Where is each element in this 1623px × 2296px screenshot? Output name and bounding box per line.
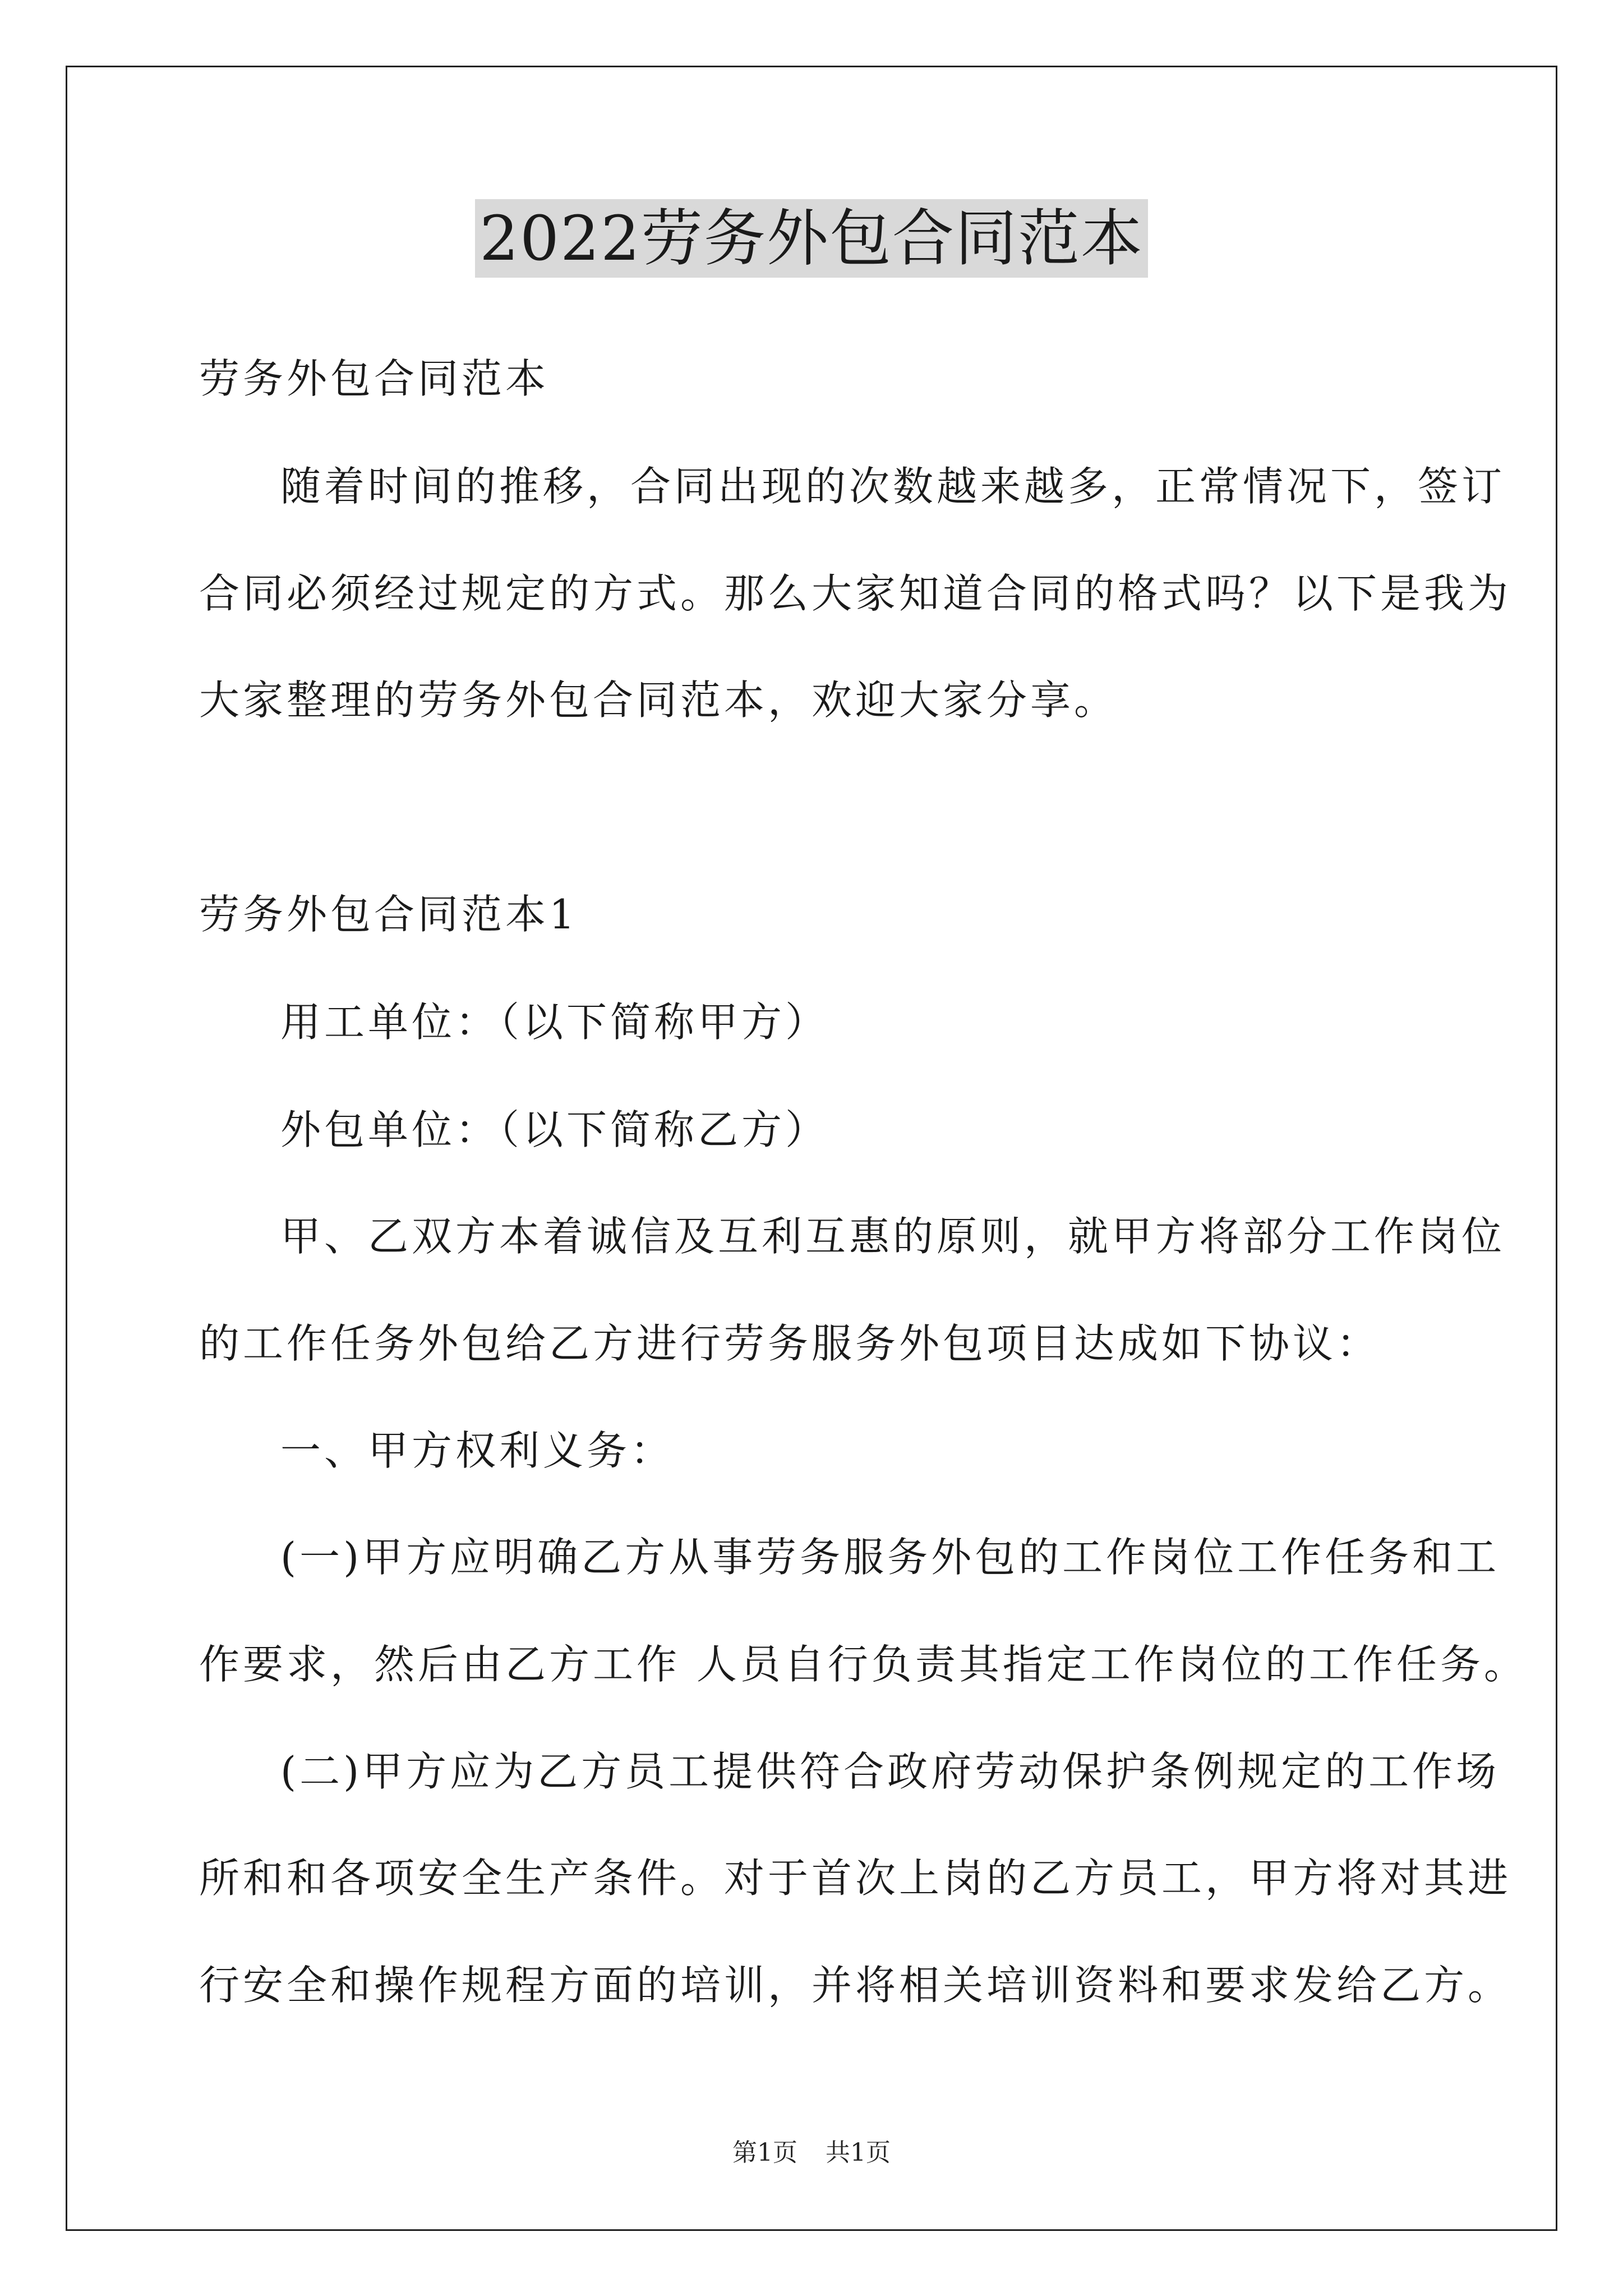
page-number-current: 第1页	[732, 2138, 797, 2167]
party-employer: 用工单位：（以下简称甲方）	[280, 999, 829, 1046]
agreement-line-1: 甲、乙双方本着诚信及互利互惠的原则，就甲方将部分工作岗位	[280, 1213, 1506, 1260]
clause-2-line-2: 所和和各项安全生产条件。对于首次上岗的乙方员工，甲方将对其进	[199, 1855, 1512, 1902]
intro-line-3: 大家整理的劳务外包合同范本，欢迎大家分享。	[199, 677, 1118, 724]
document-title: 2022劳务外包合同范本	[475, 199, 1148, 278]
document-subtitle: 劳务外包合同范本	[199, 355, 550, 402]
clause-1-line-2: 作要求，然后由乙方工作 人员自行负责其指定工作岗位的工作任务。	[199, 1641, 1528, 1688]
clause-2-line-1: (二)甲方应为乙方员工提供符合政府劳动保护条例规定的工作场	[280, 1748, 1500, 1795]
intro-line-1: 随着时间的推移，合同出现的次数越来越多，正常情况下，签订	[280, 463, 1506, 510]
clause-2-line-3: 行安全和操作规程方面的培训，并将相关培训资料和要求发给乙方。	[199, 1962, 1512, 2009]
agreement-line-2: 的工作任务外包给乙方进行劳务服务外包项目达成如下协议：	[199, 1320, 1381, 1367]
section-heading: 劳务外包合同范本1	[199, 891, 578, 938]
page-footer	[0, 2136, 1623, 2170]
clause-1-line-1: (一)甲方应明确乙方从事劳务服务外包的工作岗位工作任务和工	[280, 1534, 1500, 1581]
page-number-total: 共1页	[826, 2138, 891, 2167]
party-contractor: 外包单位：（以下简称乙方）	[280, 1106, 829, 1153]
intro-line-2: 合同必须经过规定的方式。那么大家知道合同的格式吗？以下是我为	[199, 570, 1512, 617]
clause-heading: 一、甲方权利义务：	[280, 1427, 675, 1474]
title-container	[0, 199, 1623, 278]
